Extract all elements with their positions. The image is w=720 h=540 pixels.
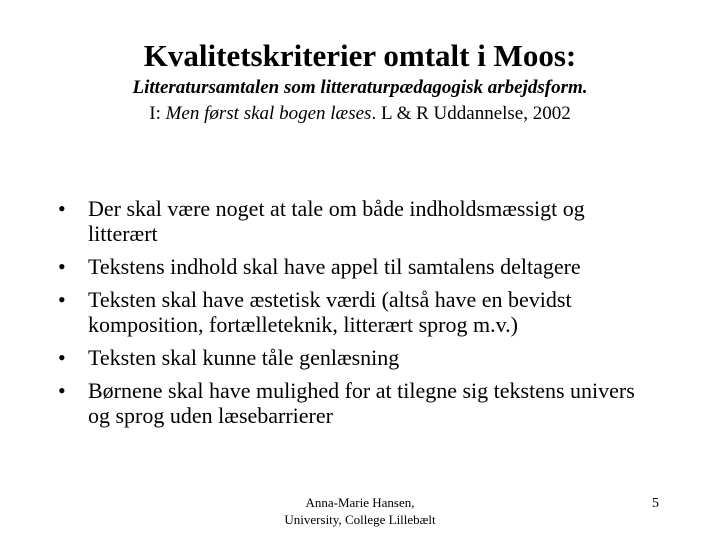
title-block — [0, 38, 720, 126]
list-item — [58, 196, 658, 246]
list-item-text: Der skal være noget at tale om både indholdsmæssigt og litterært — [88, 196, 585, 246]
citation-suffix: . L & R Uddannelse, 2002 — [371, 103, 571, 124]
footer-institution: University, College Lillebælt — [284, 512, 436, 527]
citation-book-title: Men først skal bogen læses — [165, 103, 372, 124]
list-item — [58, 287, 658, 337]
list-item-text: Teksten skal kunne tåle genlæsning — [88, 345, 400, 370]
footer — [0, 494, 720, 528]
list-item-text: Teksten skal have æstetisk værdi (altså have en bevidst komposition, fortælleteknik, litterært sprog m.v.) — [88, 287, 572, 337]
page-number: 5 — [652, 496, 659, 511]
bullet-list — [58, 196, 658, 436]
slide-subtitle: Litteratursamtalen som litteraturpædagogisk arbejdsform. — [132, 77, 588, 98]
list-item-text: Tekstens indhold skal have appel til samtalens deltagere — [88, 254, 581, 279]
slide-title: Kvalitetskriterier omtalt i Moos: — [143, 38, 577, 73]
footer-author: Anna-Marie Hansen, — [305, 495, 415, 510]
bullet-icon: • — [58, 287, 66, 312]
list-item — [58, 254, 658, 279]
bullet-icon: • — [58, 254, 66, 279]
bullet-icon: • — [58, 196, 66, 221]
bullet-icon: • — [58, 345, 66, 370]
citation-prefix: I: — [149, 103, 166, 124]
list-item — [58, 378, 658, 428]
list-item — [58, 345, 658, 370]
bullet-icon: • — [58, 378, 66, 403]
slide-citation — [0, 102, 720, 126]
list-item-text: Børnene skal have mulighed for at tilegne sig tekstens univers og sprog uden læsebarrierer — [88, 378, 635, 428]
